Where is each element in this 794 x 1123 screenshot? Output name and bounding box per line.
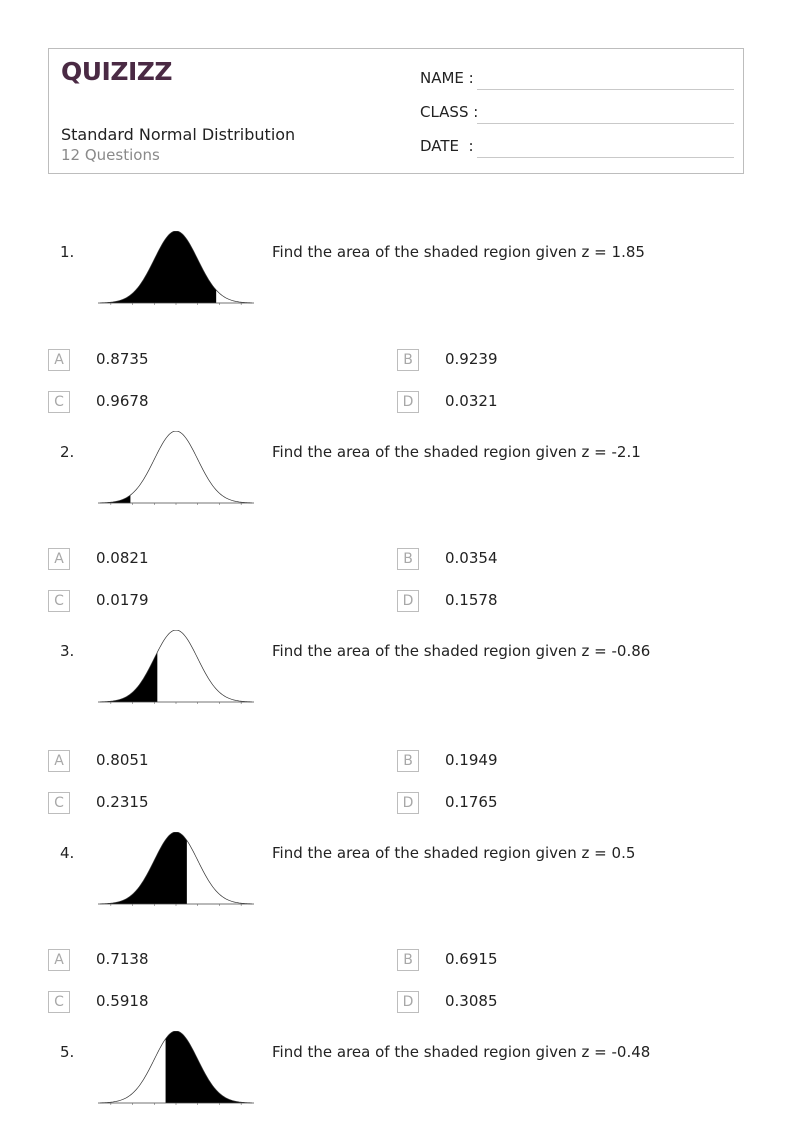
question-number: 5.	[60, 1043, 75, 1061]
option-value: 0.1765	[445, 793, 498, 811]
class-line[interactable]	[477, 123, 734, 124]
name-field[interactable]	[420, 69, 734, 91]
option-value: 0.9239	[445, 350, 498, 368]
question-text: Find the area of the shaded region given z = 0.5	[272, 844, 636, 862]
option-letter-box[interactable]: B	[397, 750, 419, 772]
normal-curve	[100, 431, 252, 503]
question-number: 4.	[60, 844, 75, 862]
option-letter-box[interactable]: D	[397, 590, 419, 612]
normal-curve-figure	[98, 431, 254, 511]
option-letter-box[interactable]: B	[397, 548, 419, 570]
question-text: Find the area of the shaded region given z = -2.1	[272, 443, 641, 461]
option-letter-box[interactable]: A	[48, 349, 70, 371]
option-value: 0.1578	[445, 591, 498, 609]
class-label: CLASS :	[420, 103, 479, 121]
option-letter-box[interactable]: C	[48, 792, 70, 814]
quizizz-logo: QUIZIZZ	[61, 57, 173, 86]
option-letter-box[interactable]: B	[397, 949, 419, 971]
question-text: Find the area of the shaded region given z = -0.48	[272, 1043, 651, 1061]
shaded-area	[100, 652, 157, 702]
option-value: 0.6915	[445, 950, 498, 968]
question-number: 2.	[60, 443, 75, 461]
option-letter-box[interactable]: D	[397, 391, 419, 413]
date-line[interactable]	[477, 157, 734, 158]
option-value: 0.9678	[96, 392, 149, 410]
option-value: 0.0354	[445, 549, 498, 567]
option-value: 0.2315	[96, 793, 149, 811]
option-value: 0.1949	[445, 751, 498, 769]
option-value: 0.7138	[96, 950, 149, 968]
option-letter-box[interactable]: C	[48, 391, 70, 413]
option-value: 0.5918	[96, 992, 149, 1010]
option-value: 0.0321	[445, 392, 498, 410]
option-value: 0.0821	[96, 549, 149, 567]
name-line[interactable]	[477, 89, 734, 90]
option-letter-box[interactable]: C	[48, 590, 70, 612]
option-letter-box[interactable]: B	[397, 349, 419, 371]
class-field[interactable]	[420, 103, 734, 125]
option-letter-box[interactable]: A	[48, 949, 70, 971]
shaded-area	[100, 832, 187, 904]
question-text: Find the area of the shaded region given z = -0.86	[272, 642, 651, 660]
normal-curve	[100, 630, 252, 702]
question-number: 1.	[60, 243, 75, 261]
option-value: 0.8051	[96, 751, 149, 769]
worksheet-title: Standard Normal Distribution	[61, 125, 296, 144]
date-field[interactable]	[420, 137, 734, 159]
question-number: 3.	[60, 642, 75, 660]
option-letter-box[interactable]: C	[48, 991, 70, 1013]
question-text: Find the area of the shaded region given z = 1.85	[272, 243, 645, 261]
option-value: 0.3085	[445, 992, 498, 1010]
date-label: DATE :	[420, 137, 474, 155]
normal-curve-figure	[98, 630, 254, 710]
option-value: 0.8735	[96, 350, 149, 368]
option-letter-box[interactable]: D	[397, 991, 419, 1013]
normal-curve-figure	[98, 231, 254, 311]
shaded-area	[100, 231, 216, 303]
option-letter-box[interactable]: A	[48, 750, 70, 772]
option-value: 0.0179	[96, 591, 149, 609]
normal-curve-figure	[98, 832, 254, 912]
normal-curve-figure	[98, 1031, 254, 1111]
option-letter-box[interactable]: D	[397, 792, 419, 814]
worksheet-header	[48, 48, 744, 174]
name-label: NAME :	[420, 69, 474, 87]
shaded-area	[166, 1031, 252, 1103]
option-letter-box[interactable]: A	[48, 548, 70, 570]
question-count: 12 Questions	[61, 146, 160, 164]
